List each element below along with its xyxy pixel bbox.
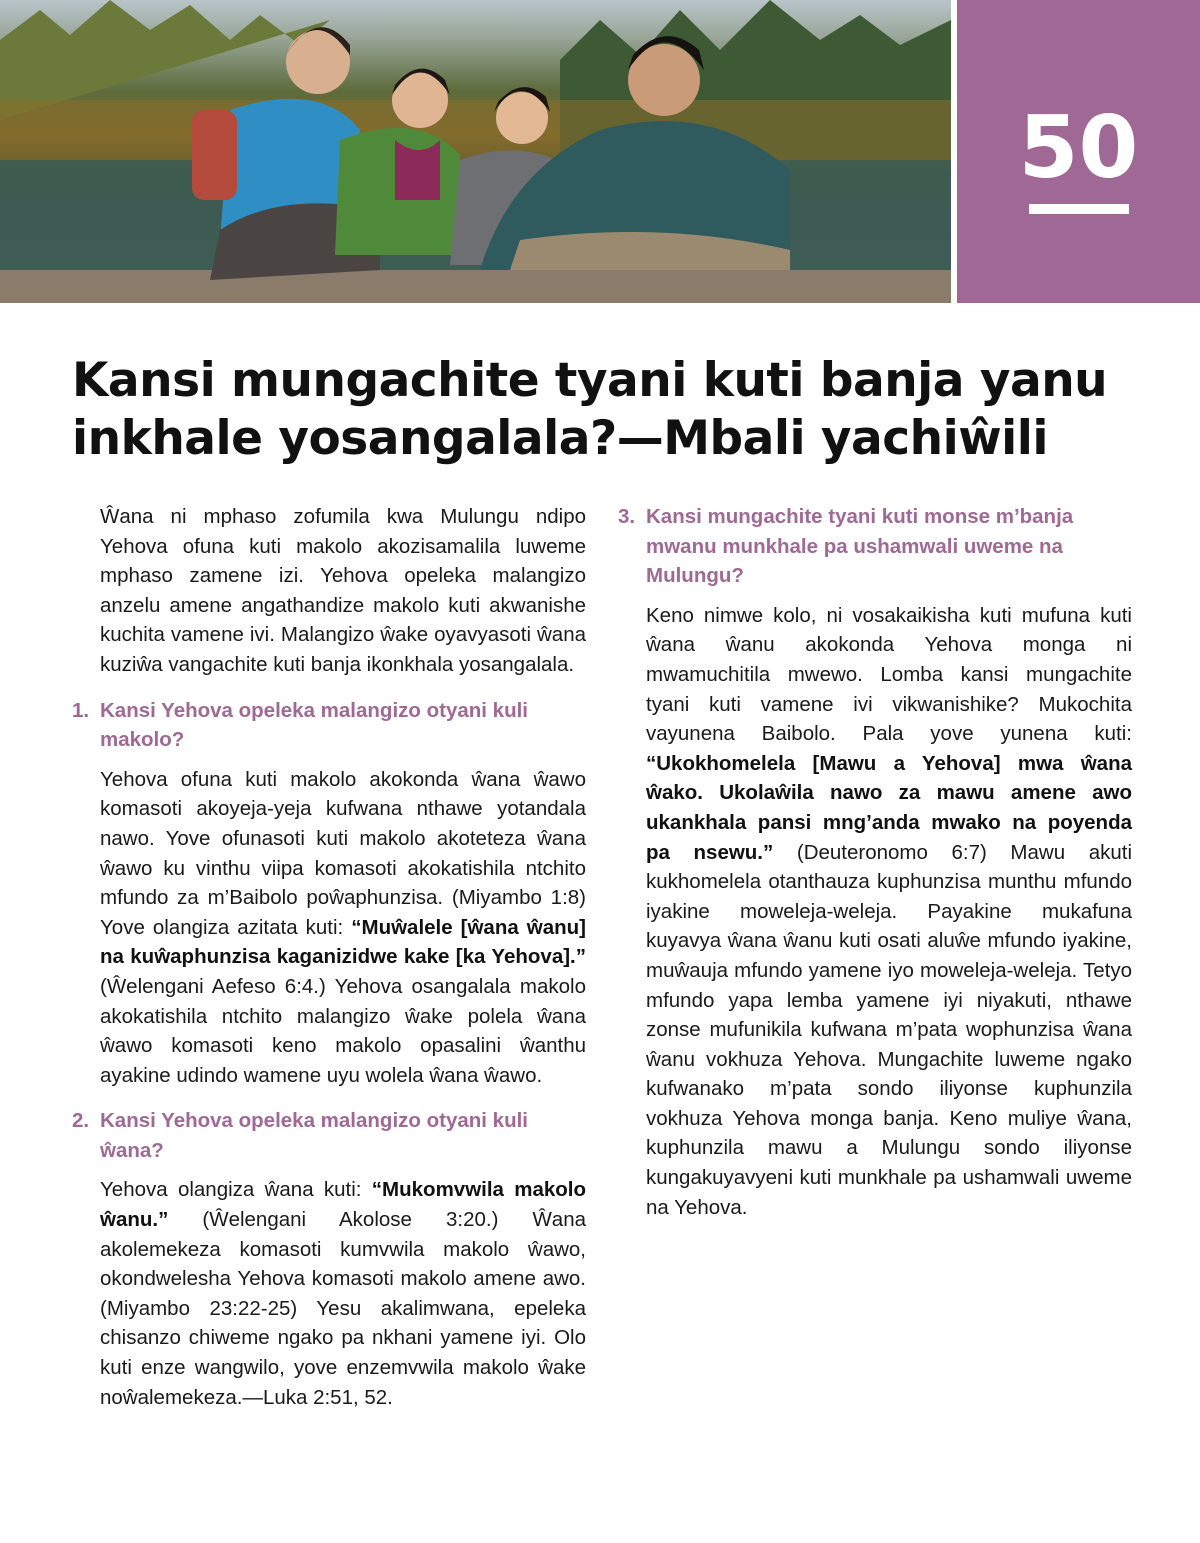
answer-1-quote: “Muŵalele [ŵana ŵanu] na kuŵaphunzisa kaganizidwe kake [ka Yehova].” xyxy=(100,915,586,969)
question-1-text: Kansi Yehova opeleka malangizo otyani kuli makolo? xyxy=(100,698,528,752)
answer-1-text-a: Yehova ofuna kuti makolo akokonda ŵana ŵawo komasoti akoyeja-yeja kufwana nthawe yotandala nawo. Yove ofunasoti kuti makolo akoteteza ŵana ŵawo ku vinthu viipa komasoti akokatishila ntchito mfundo za m’Baibolo poŵaphunzisa. (Miyambo 1:8) Yove olangiza azitata kuti: xyxy=(100,767,586,939)
lesson-number: 50 xyxy=(1018,98,1139,198)
lesson-number-panel xyxy=(957,0,1200,303)
answer-1-paragraph xyxy=(100,765,586,1091)
answer-2-text-b: (Ŵelengani Akolose 3:20.) Ŵana akolemekeza komasoti kumvwila makolo ŵawo, okondwelesha Yehova komasoti makolo amene awo. (Miyambo 23:22-25) Yesu akalimwana, epeleka chisanzo chiweme ngako pa nkhani yamene iyi. Olo kuti enze wangwilo, yove enzemvwila makolo ŵake noŵalemekeza.—Luka 2:51, 52. xyxy=(100,1208,586,1409)
answer-2-quote: “Mukomvwila makolo ŵanu.” xyxy=(100,1178,586,1232)
answer-3-text-b: (Deuteronomo 6:7) Mawu akuti kukhomelela otanthauza kuphunzisa munthu mfundo iyakine moweleja-weleja. Payakine mukafuna kuyavya ŵana ŵanu kuti osati aluŵe mfundo iyakine, muŵauja mfundo yamene iyo moweleja-weleja. Tetyo mfundo yapa lemba yamene iyi niyakuti, nthawe zonse mufunikila kufwana m’pata wophunzisa ŵana ŵanu vokhuza Yehova. Mungachite luweme ngako kufwanako m’pata sondo iliyonse kuphunzila vokhuza Yehova monga banja. Keno muliye ŵana, kuphunzila mawu a Mulungu sondo iliyonse kungakuyavyeni kuti munkhale pa ushamwali uweme na Yehova. xyxy=(646,840,1132,1219)
answer-3-text-a: Keno nimwe kolo, ni vosakaikisha kuti mufuna kuti ŵana ŵanu akokonda Yehova monga ni mwamuchitila mwewo. Lomba kansi mungachite tyani kuti vamene ivi vikwanishike? Mukochita vayunena Baibolo. Pala yove yunena kuti: xyxy=(646,603,1132,746)
answer-3-quote: “Ukokhomelela [Mawu a Yehova] mwa ŵana ŵako. Ukolaŵila nawo za mawu amene awo ukankhala pansi mng’anda mwako na poyenda pa nsewu.” xyxy=(646,751,1132,864)
family-photo-illustration xyxy=(0,0,951,303)
lesson-number-underline xyxy=(1029,204,1129,214)
question-3 xyxy=(618,502,1132,591)
page-title: Kansi mungachite tyani kuti banja yanu inkhale yosangalala?—Mbali yachiŵili xyxy=(72,353,1108,466)
question-2 xyxy=(72,1106,586,1165)
question-1-number: 1. xyxy=(72,698,90,722)
intro-paragraph: Ŵana ni mphaso zofumila kwa Mulungu ndipo Yehova ofuna kuti makolo akozisamalila luweme mphaso zamene izi. Yehova opeleka malangizo anzelu amene angathandize makolo kuti akwanishe kuchita vamene ivi. Malangizo ŵake oyavyasoti ŵana kuziŵa vangachite kuti banja ikonkhala yosangalala. xyxy=(100,505,586,676)
question-3-number: 3. xyxy=(618,505,636,528)
question-3-text: Kansi mungachite tyani kuti monse m’banja mwanu munkhale pa ushamwali uweme na Mulungu? xyxy=(646,505,1074,588)
question-2-number: 2. xyxy=(72,1109,90,1133)
answer-3-paragraph xyxy=(646,601,1132,1222)
question-2-text: Kansi Yehova opeleka malangizo otyani kuli ŵana? xyxy=(100,1109,528,1162)
answer-2-paragraph xyxy=(100,1175,586,1412)
hero-photo xyxy=(0,0,951,303)
question-1 xyxy=(72,696,586,755)
answer-1-text-b: (Ŵelengani Aefeso 6:4.) Yehova osangalala makolo akokatishila ntchito malangizo ŵake polela ŵana ŵawo komasoti keno makolo opasalini ŵanthu ayakine udindo wamene uyu wolela ŵana ŵawo. xyxy=(100,974,586,1087)
answer-2-text-a: Yehova olangiza ŵana kuti: xyxy=(100,1178,372,1202)
left-column xyxy=(72,502,586,1428)
right-column xyxy=(618,502,1132,1238)
